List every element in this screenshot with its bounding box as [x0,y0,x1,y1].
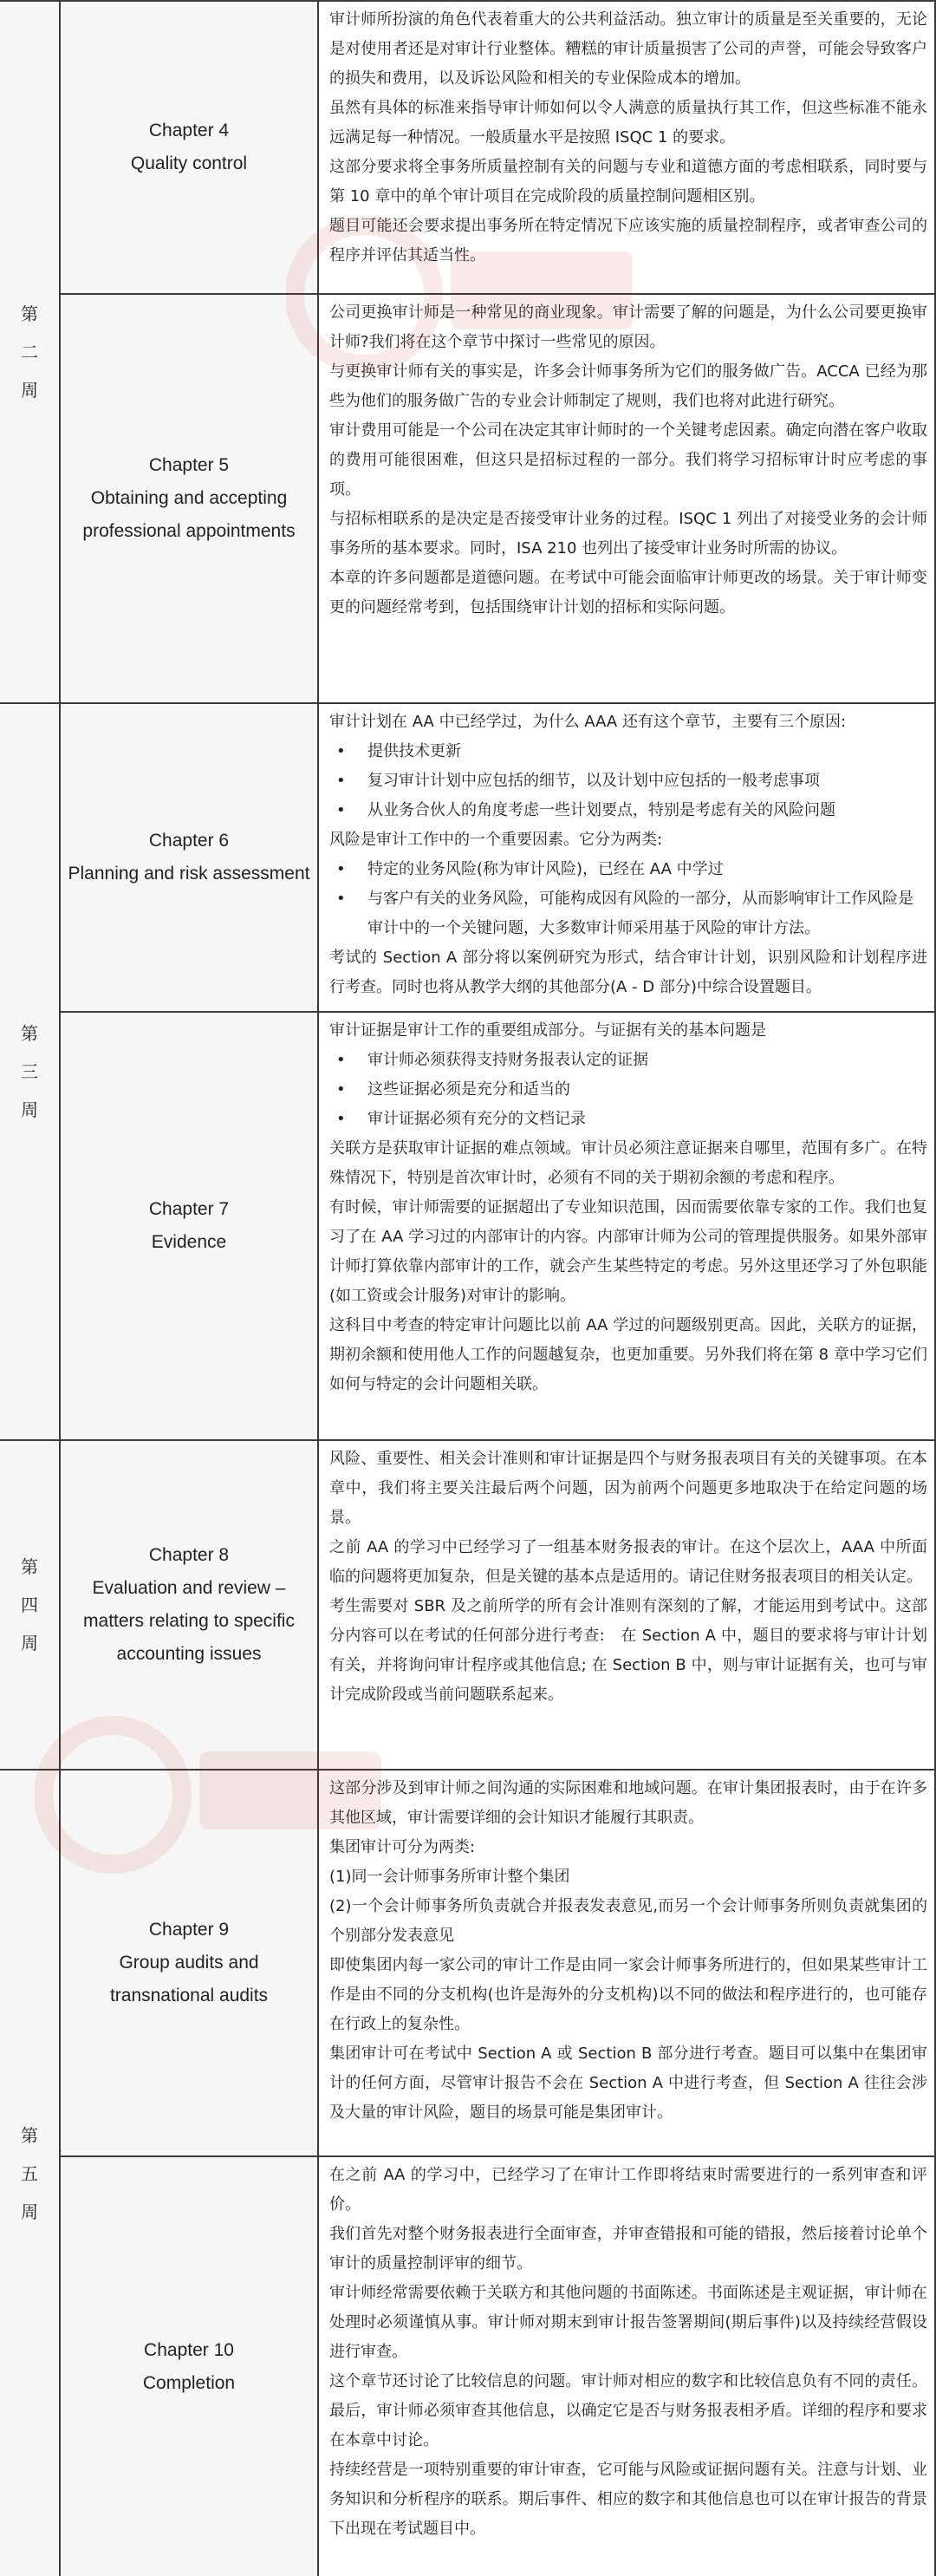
chapter-title: professional appointments [82,521,296,541]
chapter-title-cell [61,295,319,704]
bullet-item: • 复习审计计划中应包括的细节，以及计划中应包括的一般考虑事项 [329,766,927,796]
week-label-char: 五 [21,2162,38,2184]
paragraph: 之前 AA 的学习中已经学习了一组基本财务报表的审计。在这个层次上，AAA 中所面临的问题将更加复杂，但是关键的基本点是适用的。请记住财务报表项目的相关认定。 [329,1538,927,1586]
week-label-char: 周 [21,2201,38,2222]
week-cell-5 [0,1771,61,2576]
paragraph: 审计计划在 AA 中已经学过，为什么 AAA 还有这个章节，主要有三个原因: [329,713,847,731]
chapter-description [319,704,936,1013]
paragraph: 有时候，审计师需要的证据超出了专业知识范围，因而需要依靠专家的工作。我们也复习了在 AA 学习过的内部审计的内容。内部审计师为公司的管理提供服务。如果外部审计师打算依靠内部审计的工作，就会产生某些特定的考虑。另外这里还学习了外包职能(如工资或会计服务)对审计的影响。 [329,1198,927,1305]
paragraph: 审计师所扮演的角色代表着重大的公共利益活动。独立审计的质量是至关重要的，无论是对使用者还是对审计行业整体。糟糕的审计质量损害了公司的声誉，可能会导致客户的损失和费用，以及诉讼风险和相关的专业保险成本的增加。 [329,10,927,88]
chapter-number: Chapter 6 [148,831,230,851]
paragraph: 考试的 Section A 部分将以案例研究为形式，结合审计计划，识别风险和计划程序进行考查。同时也将从教学大纲的其他部分(A - D 部分)中综合设置题目。 [329,949,927,996]
paragraph: 这部分要求将全事务所质量控制有关的问题与专业和道德方面的考虑相联系，同时要与第 10 章中的单个审计项目在完成阶段的质量控制问题相区别。 [329,158,927,205]
week-label-char: 周 [21,1633,38,1653]
chapter-title: Group audits and [119,1953,259,1973]
week-label-char: 第 [21,303,38,324]
week-cell-3 [0,704,61,1441]
paragraph: 关联方是获取审计证据的难点领域。审计员必须注意证据来自哪里，范围有多广。在特殊情况下，特别是首次审计时，必须有不同的关于期初余额的考虑和程序。 [329,1139,927,1187]
paragraph: 在之前 AA 的学习中，已经学习了在审计工作即将结束时需要进行的一系列审查和评价。 [329,2166,927,2214]
week-cell-2 [0,2,61,704]
chapter-number: Chapter 7 [148,1199,230,1219]
paragraph: 公司更换审计师是一种常见的商业现象。审计需要了解的问题是，为什么公司要更换审计师?我们将在这个章节中探讨一些常见的原因。 [329,303,927,351]
chapter-description [319,2157,936,2576]
paragraph: 这个章节还讨论了比较信息的问题。审计师对相应的数字和比较信息负有不同的责任。最后，审计师必须审查其他信息，以确定它是否与财务报表相矛盾。详细的程序和要求在本章中讨论。 [329,2372,927,2449]
week-label-char: 第 [21,1556,38,1577]
paragraph: 审计师经常需要依赖于关联方和其他问题的书面陈述。书面陈述是主观证据，审计师在处理时必须谨慎从事。审计师对期末到审计报告签署期间(期后事件)以及持续经营假设进行审查。 [329,2284,927,2361]
bullet-item: • 审计证据必须有充分的文档记录 [329,1105,927,1134]
paragraph: 考生需要对 SBR 及之前所学的所有会计准则有深刻的了解，才能运用到考试中。这部分内容可以在考试的任何部分进行考查: 在 Section A 中，题目的要求将与审计计划有关，并将询问审计程序或其他信息; 在 Section B 中，则与审计证据有关，也可与审计完成阶段或当前问题联系起来。 [329,1597,927,1704]
paragraph: 即使集团内每一家公司的审计工作是由同一家会计师事务所进行的，但如果某些审计工作是由不同的分支机构(也许是海外的分支机构)以不同的做法和程序进行的，也可能存在行政上的复杂性。 [329,1956,927,2033]
chapter-number: Chapter 9 [148,1920,230,1940]
week-label-char: 周 [21,1099,38,1120]
week-label-char: 第 [21,1023,38,1044]
chapter-description [319,1441,936,1771]
chapter-title-cell [61,2157,319,2576]
bullet-item: • 从业务合伙人的角度考虑一些计划要点，特别是考虑有关的风险问题 [329,796,927,825]
paragraph: 我们首先对整个财务报表进行全面审查，并审查错报和可能的错报，然后接着讨论单个审计的质量控制评审的细节。 [329,2225,927,2273]
bullet-item: • 特定的业务风险(称为审计风险)，已经在 AA 中学过 [329,855,927,884]
bullet-item: • 提供技术更新 [329,737,927,766]
chapter-description [319,2,936,295]
week-label-char: 周 [21,380,38,401]
bullet-item: • 与客户有关的业务风险，可能构成因有风险的一部分，从而影响审计工作风险是审计中的一个关键问题，大多数审计师采用基于风险的审计方法。 [329,884,927,943]
paragraph: 风险、重要性、相关会计准则和审计证据是四个与财务报表项目有关的关键事项。在本章中，我们将主要关注最后两个问题，因为前两个问题更多地取决于在给定问题的场景。 [329,1450,927,1527]
paragraph: (2)一个会计师事务所负责就合并报表发表意见,而另一个会计师事务所则负责就集团的个别部分发表意见 [329,1897,927,1945]
paragraph: 与更换审计师有关的事实是，许多会计师事务所为它们的服务做广告。ACCA 已经为那些为他们的服务做广告的专业会计师制定了规则，我们也将对此进行研究。 [329,362,927,410]
chapter-number: Chapter 8 [148,1545,230,1565]
paragraph: (1)同一会计师事务所审计整个集团 [329,1868,570,1886]
chapter-number: Chapter 4 [148,121,230,140]
chapter-number: Chapter 5 [148,455,230,475]
week-label-char: 四 [21,1595,38,1615]
chapter-title: Evidence [151,1232,227,1252]
paragraph: 审计证据是审计工作的重要组成部分。与证据有关的基本问题是 [329,1021,766,1040]
chapter-title: Planning and risk assessment [68,864,310,884]
paragraph: 与招标相联系的是决定是否接受审计业务的过程。ISQC 1 列出了对接受业务的会计师事务所的基本要求。同时，ISA 210 也列出了接受审计业务时所需的协议。 [329,510,927,558]
paragraph: 持续经营是一项特别重要的审计审查，它可能与风险或证据问题有关。注意与计划、业务知识和分析程序的联系。期后事件、相应的数字和其他信息也可以在审计报告的背景下出现在考试题目中。 [329,2461,927,2538]
chapter-title: transnational audits [109,1986,269,2005]
paragraph: 虽然有具体的标准来指导审计师如何以令人满意的质量执行其工作，但这些标准不能永远满足每一种情况。一般质量水平是按照 ISQC 1 的要求。 [329,99,927,147]
paragraph: 审计费用可能是一个公司在决定其审计师时的一个关键考虑因素。确定向潜在客户收取的费用可能很困难，但这只是招标过程的一部分。我们将学习招标审计时应考虑的事项。 [329,421,927,499]
bullet-item: • 这些证据必须是充分和适当的 [329,1075,927,1105]
chapter-title: accounting issues [116,1644,262,1664]
week-label-char: 第 [21,2124,38,2146]
bullet-item: • 审计师必须获得支持财务报表认定的证据 [329,1046,927,1075]
chapter-title: Evaluation and review – [92,1578,286,1598]
paragraph: 风险是审计工作中的一个重要因素。它分为两类: [329,831,663,849]
chapter-description [319,1013,936,1441]
paragraph: 本章的许多问题都是道德问题。在考试中可能会面临审计师更改的场景。关于审计师变更的问题经常考到，包括围绕审计计划的招标和实际问题。 [329,569,927,616]
chapter-number: Chapter 10 [144,2339,234,2360]
week-label-char: 二 [21,342,38,362]
chapter-title: Obtaining and accepting [90,488,288,508]
chapter-title-cell [61,1771,319,2157]
chapter-title-cell [61,2,319,295]
chapter-description [319,295,936,704]
week-cell-4 [0,1441,61,1771]
paragraph: 这部分涉及到审计师之间沟通的实际困难和地域问题。在审计集团报表时，由于在许多其他区域，审计需要详细的会计知识才能履行其职责。 [329,1779,927,1827]
chapter-description [319,1771,936,2157]
paragraph: 集团审计可分为两类: [329,1838,476,1856]
paragraph: 这科目中考查的特定审计问题比以前 AA 学过的问题级别更高。因此，关联方的证据，期初余额和使用他人工作的问题越复杂，也更加重要。另外我们将在第 8 章中学习它们如何与特定的会计问题相关联。 [329,1316,927,1393]
week-label-char: 三 [21,1061,38,1082]
paragraph: 集团审计可在考试中 Section A 或 Section B 部分进行考查。题目可以集中在集团审计的任何方面，尽管审计报告不会在 Section A 中进行考查，但 Section A 往往会涉及大量的审计风险，题目的场景可能是集团审计。 [329,2044,927,2122]
chapter-title-cell [61,704,319,1013]
chapter-title-cell [61,1441,319,1771]
chapter-title: Completion [142,2372,236,2393]
chapter-title: matters relating to specific [83,1611,295,1631]
paragraph: 题目可能还会要求提出事务所在特定情况下应该实施的质量控制程序，或者审查公司的程序并评估其适当性。 [329,217,927,264]
chapter-title: Quality control [130,153,248,173]
chapter-title-cell [61,1013,319,1441]
